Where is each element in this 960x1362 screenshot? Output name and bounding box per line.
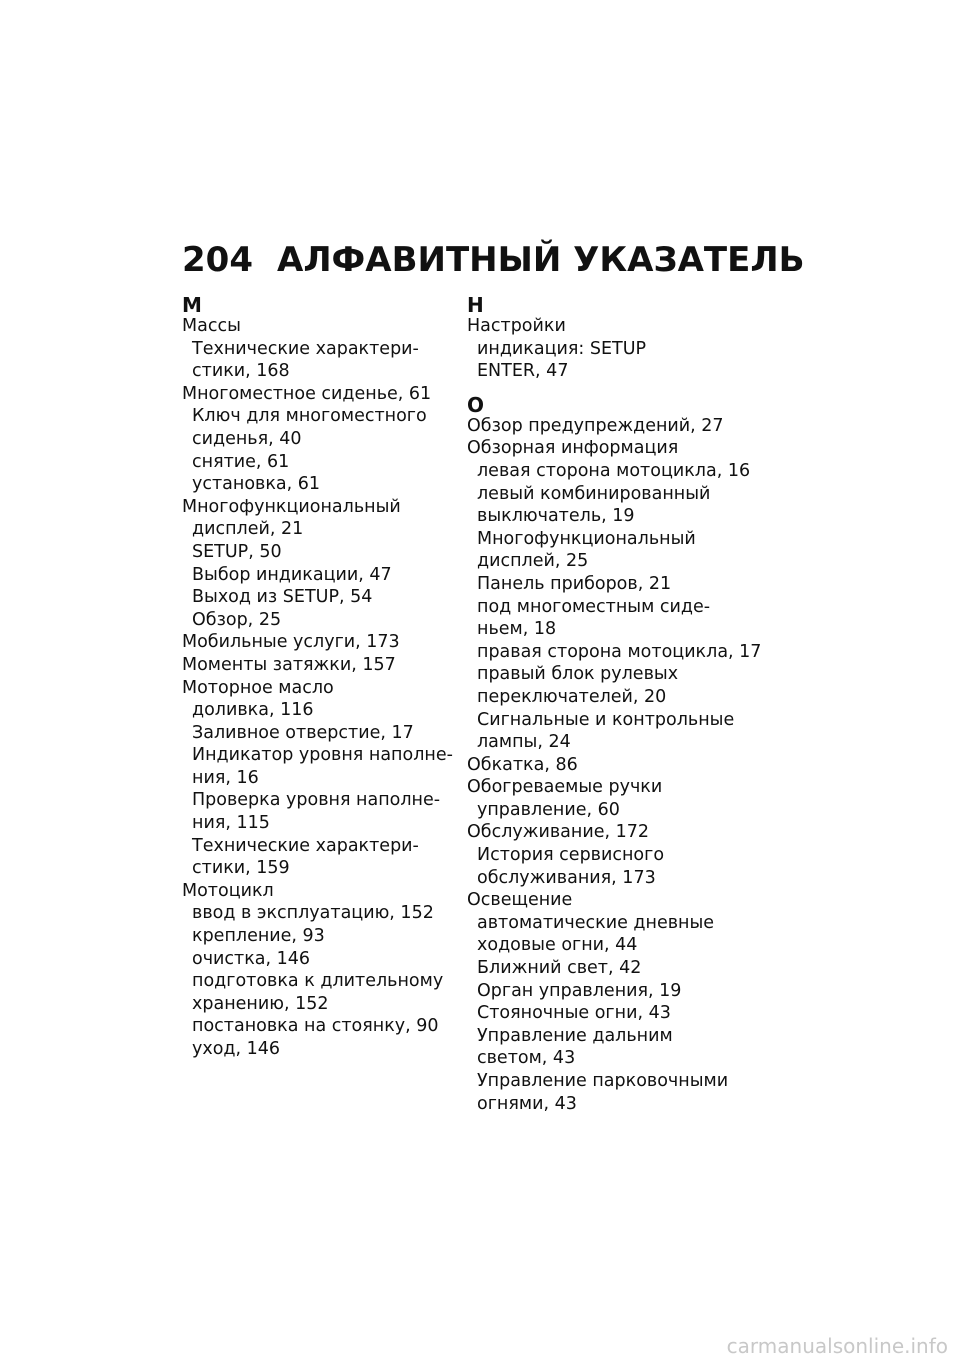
index-subentry: доливка, 116: [192, 700, 314, 721]
index-subentry: Технические характери-: [192, 338, 419, 359]
index-entry: Моторное масло: [182, 677, 334, 698]
index-subentry: Орган управления, 19: [477, 980, 682, 1001]
index-subentry: Проверка уровня наполне-: [192, 790, 441, 811]
index-subentry: Обзор, 25: [192, 609, 282, 630]
index-group: [182, 295, 472, 1061]
index-subentry: огнями, 43: [477, 1093, 577, 1114]
index-subentry: очистка, 146: [192, 948, 311, 969]
index-subentry: выключатель, 19: [477, 506, 635, 527]
index-subentry: Выход из SETUP, 54: [192, 587, 373, 608]
index-subentry: Многофункциональный: [477, 528, 696, 549]
index-subentry: Сигнальные и контрольные: [477, 709, 735, 730]
index-subentry: индикация: SETUP: [477, 338, 647, 359]
index-letter-heading: О: [467, 392, 485, 417]
index-subentry: Выбор индикации, 47: [192, 564, 392, 585]
index-subentry: управление, 60: [477, 799, 620, 820]
index-subentry: светом, 43: [477, 1048, 576, 1069]
index-subentry: правый блок рулевых: [477, 664, 679, 685]
index-subentry: установка, 61: [192, 474, 321, 495]
index-subentry: ввод в эксплуатацию, 152: [192, 903, 434, 924]
index-entry: Массы: [182, 316, 241, 336]
index-entry: Моменты затяжки, 157: [182, 654, 396, 675]
page-title: АЛФАВИТНЫЙ УКАЗАТЕЛЬ: [277, 240, 805, 280]
index-entry: Обогреваемые ручки: [467, 777, 663, 798]
index-subentry: Управление парковочными: [477, 1071, 729, 1091]
watermark: carmanualsonline.info: [726, 1334, 948, 1358]
index-subentry: под многоместным сиде-: [477, 596, 711, 617]
index-column-left: [182, 295, 472, 1061]
index-subentry: SETUP, 50: [192, 541, 282, 562]
index-group: [467, 392, 762, 1115]
index-subentry: Ключ для многоместного: [192, 406, 427, 427]
index-subentry: постановка на стоянку, 90: [192, 1016, 439, 1037]
index-subentry: Панель приборов, 21: [477, 573, 672, 594]
index-subentry: переключателей, 20: [477, 686, 667, 707]
index-entry: Освещение: [467, 890, 573, 911]
index-subentry: уход, 146: [192, 1039, 281, 1059]
index-subentry: Ближний свет, 42: [477, 958, 642, 979]
index-entry: Обслуживание, 172: [467, 822, 650, 843]
index-subentry: автоматические дневные: [477, 912, 715, 933]
index-column-right: [467, 293, 762, 1115]
index-subentry: сиденья, 40: [192, 428, 302, 449]
index-subentry: крепление, 93: [192, 926, 325, 947]
index-subentry: ния, 115: [192, 813, 270, 834]
index-subentry: Стояночные огни, 43: [477, 1003, 671, 1024]
index-entry: Настройки: [467, 316, 566, 336]
index-subentry: обслуживания, 173: [477, 867, 656, 888]
index-subentry: Заливное отверстие, 17: [192, 722, 414, 743]
index-subentry: стики, 159: [192, 858, 290, 879]
index-entry: Обзорная информация: [467, 438, 679, 459]
index-entry: Многоместное сиденье, 61: [182, 383, 432, 404]
index-entry: Обзор предупреждений, 27: [467, 415, 724, 436]
index-subentry: ния, 16: [192, 767, 259, 788]
index-subentry: ходовые огни, 44: [477, 935, 638, 956]
index-subentry: Управление дальним: [477, 1025, 673, 1046]
page-number: 204: [182, 240, 253, 280]
index-subentry: левая сторона мотоцикла, 16: [477, 460, 751, 481]
page-header: [182, 240, 804, 280]
index-subentry: дисплей, 21: [192, 519, 304, 540]
index-entry: Обкатка, 86: [467, 754, 578, 775]
index-subentry: лампы, 24: [477, 732, 571, 753]
index-entry: Мобильные услуги, 173: [182, 632, 400, 653]
index-letter-heading: М: [182, 293, 202, 317]
index-subentry: снятие, 61: [192, 451, 290, 472]
index-subentry: хранению, 152: [192, 993, 329, 1014]
index-entry: Мотоцикл: [182, 880, 274, 901]
index-subentry: История сервисного: [477, 845, 665, 866]
index-subentry: Технические характери-: [192, 835, 419, 856]
index-subentry: подготовка к длительному: [192, 971, 444, 992]
index-subentry: ньем, 18: [477, 619, 557, 640]
index-subentry: Индикатор уровня наполне-: [192, 745, 453, 766]
index-subentry: правая сторона мотоцикла, 17: [477, 641, 762, 662]
index-entry: Многофункциональный: [182, 496, 401, 517]
index-subentry: ENTER, 47: [477, 361, 569, 382]
index-subentry: стики, 168: [192, 361, 290, 382]
index-group: [467, 295, 757, 383]
index-subentry: левый комбинированный: [477, 483, 711, 504]
index-letter-heading: Н: [467, 293, 484, 317]
index-subentry: дисплей, 25: [477, 551, 589, 572]
